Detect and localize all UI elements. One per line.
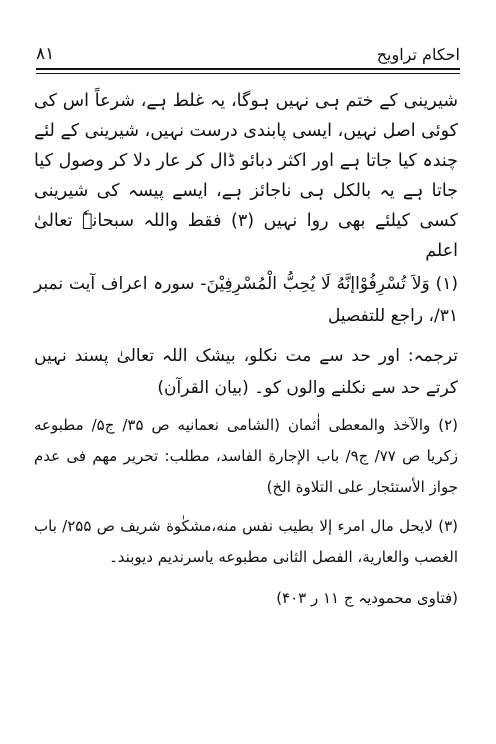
- page-header: [36, 36, 460, 64]
- footnote-quran-reference: (۱) وَلاَ تُسْرِفُوْاإنَّهُ لَا يُحِبُّ الْمُسْرِفِيْنَ- سورہ اعراف آیت نمبر ۳۱/، راجع للتفصیل: [34, 274, 458, 326]
- running-title: احکام تراویح: [376, 45, 460, 64]
- page-body: [34, 86, 458, 613]
- main-paragraph: شیرینی کے ختم ہی نہیں ہوگا، یہ غلط ہے، شرعاً اس کی کوئی اصل نہیں، ایسی پابندی درست نہیں، شیرینی کے لئے چندہ کیا جاتا ہے اور اکثر دبائو ڈال کر عار دلا کر وصول کیا جاتا ہے یہ بالکل ہی ناجائز ہے، ایسے پیسہ کی شیرینی کسی کیلئے بھی روا نہیں (۳) فقط واللہ سبحانہٗ تعالیٰ اعلم: [34, 91, 459, 261]
- source-citation: (فتاوی محمودیہ ج ۱۱ ر ۴۰۳): [276, 589, 458, 607]
- translation-paragraph: ترجمہ: اور حد سے مت نکلو، بیشک اللہ تعالیٰ پسند نہیں کرتے حد سے نکلنے والوں کو۔ (بیان القرآن): [34, 346, 458, 398]
- page-number: ۸۱: [36, 44, 55, 64]
- footnote-reference-2: (۲) والآخذ والمعطی اٰثمان (الشامی نعمانیه ص ۳۵/ ج۵/ مطبوعه زکریا ص ۷۷/ ج۹/ باب الإجارة الفاسد، مطلب: تحریر مهم فی عدم جواز الأستئجار علی التلاوة الخ): [34, 416, 458, 496]
- header-rule-thick: [36, 68, 460, 70]
- footnote-reference-3: (۳) لایحل مال امرء إلا بطیب نفس منه،مشکٰوة شریف ص ۲۵۵/ باب الغصب والعاریة، الفصل الثانی مطبوعه یاسرندیم دیوبند۔: [34, 517, 458, 566]
- header-rule-thin: [36, 73, 460, 74]
